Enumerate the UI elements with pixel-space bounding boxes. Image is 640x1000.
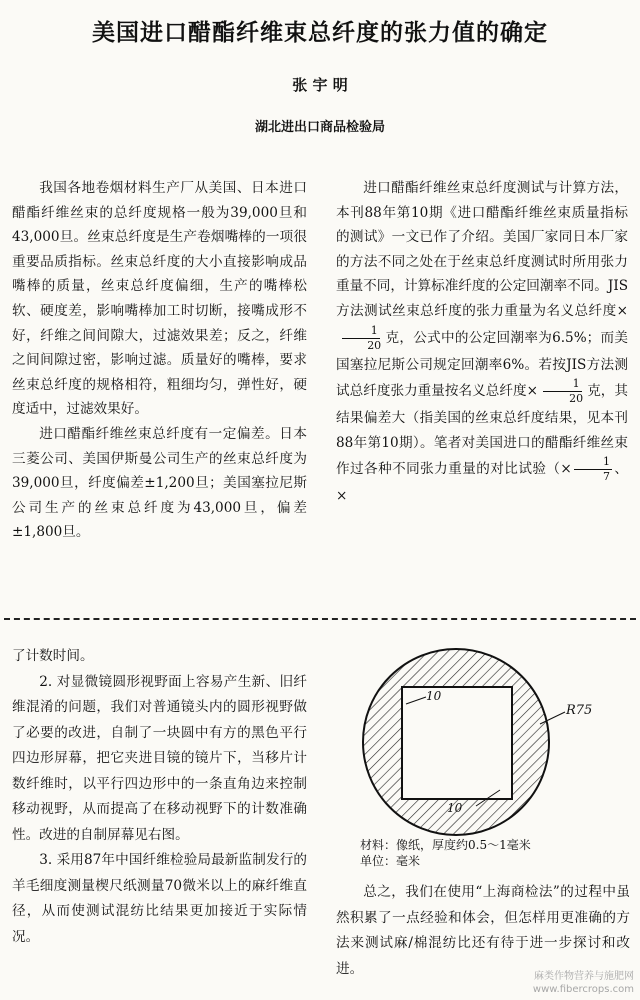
dimension-label-top: 10: [426, 689, 442, 703]
paragraph: 进口醋酯纤维丝束总纤度有一定偏差。日本三菱公司、美国伊斯曼公司生产的丝束总纤度为39,000旦，纤度偏差±1,200旦；美国塞拉尼斯公司生产的丝束总纤度为43,000旦，偏差±1,800旦。: [12, 425, 307, 541]
text-run: 克，其结果偏差大（指美国的丝束总纤度结果，见本刊88年第10期）。笔者对美国进口的醋酯纤维丝束作过各种不同张力重量的对比试验（×: [336, 383, 629, 478]
paragraph: 了计数时间。: [12, 648, 94, 664]
right-column-top: [336, 176, 628, 509]
author-affiliation: 湖北进出口商品检验局: [254, 120, 385, 135]
fraction-denominator: 20: [569, 392, 584, 406]
paragraph: 我国各地卷烟材料生产厂从美国、日本进口醋酯纤维丝束的总纤度规格一般为39,000旦和43,000旦。丝束总纤度是生产卷烟嘴棒的一项很重要品质指标。丝束总纤度的大小直接影响成品嘴棒的质量，丝束总纤度偏细，生产的嘴棒松软、硬度差，影响嘴棒加工时切断，接嘴成形不好，纤维之间间隙大，过滤效果差；反之，纤维之间间隙过密，影响过滤。质量好的嘴棒，要求丝束总纤度的规格相符，粗细均匀，弹性好，硬度适中，过滤效果好。: [12, 180, 307, 418]
dimension-label-bottom: 10: [447, 801, 463, 815]
left-column-top: [12, 176, 307, 545]
author-name: 张 宇 明: [292, 76, 348, 94]
text-run: 、×: [336, 461, 629, 505]
text-run: 克，公式中的公定回潮率为6.5%；而美国塞拉尼斯公司规定回潮率6%。若按JIS方法测试总纤度张力重量按名义总纤度×: [336, 329, 628, 400]
screen-diagram: [360, 640, 620, 840]
paragraph: 总之，我们在使用“上海商检法”的过程中虽然积累了一点经验和体会，但怎样用更准确的方法来测试麻/棉混纺比还有待于进一步探讨和改进。: [336, 884, 630, 977]
square-window: [402, 687, 512, 799]
figure-caption: [360, 837, 630, 869]
watermark: [533, 970, 634, 996]
unit-note: 单位：毫米: [360, 854, 421, 868]
fraction: [338, 324, 383, 353]
fraction: [574, 455, 612, 484]
paragraph: [336, 176, 628, 509]
fraction-denominator: 7: [602, 470, 610, 484]
fraction-numerator: 1: [543, 377, 581, 392]
right-column-bottom: [336, 880, 630, 982]
fraction-numerator: 1: [342, 324, 380, 339]
section-divider: [4, 618, 636, 620]
paragraph: 2. 对显微镜圆形视野面上容易产生新、旧纤维混淆的问题，我们对普通镜头内的圆形视野做了必要的改进，自制了一块圆中有方的黑色平行四边形屏幕，把它夹进目镜的镜片下，当移片计数纤维时，以平行四边形中的一条直角边来控制移动视野，从而提高了在移动视野下的计数准确性。改进的自制屏幕见右图。: [12, 673, 307, 843]
watermark-url: www.fibercrops.com: [532, 984, 634, 995]
watermark-line: 麻类作物营养与施肥网: [534, 971, 634, 982]
fraction-numerator: 1: [574, 455, 612, 470]
left-column-bottom: [12, 644, 307, 950]
paragraph: 3. 采用87年中国纤维检验局最新监制发行的羊毛细度测量楔尺纸测量70微米以上的麻纤维直径，从而使测试混纺比结果更加接近于实际情况。: [12, 852, 307, 945]
radius-label: R75: [566, 703, 593, 718]
material-note: 材料：像纸，厚度约0.5～1毫米: [360, 838, 531, 852]
text-run: 进口醋酯纤维丝束总纤度测试与计算方法，本刊88年第10期《进口醋酯纤维丝束质量指标的测试》一文已作了介绍。美国厂家同日本厂家的方法不同之处在于丝束总纤度测试时所用张力重量不同，计算标准纤度的公定回潮率不同。JIS方法测试丝束总纤度的张力重量为名义总纤度×: [336, 180, 629, 319]
fraction: [540, 377, 585, 406]
fraction-denominator: 20: [367, 338, 382, 352]
article-title: 美国进口醋酯纤维束总纤度的张力值的确定: [92, 20, 548, 46]
